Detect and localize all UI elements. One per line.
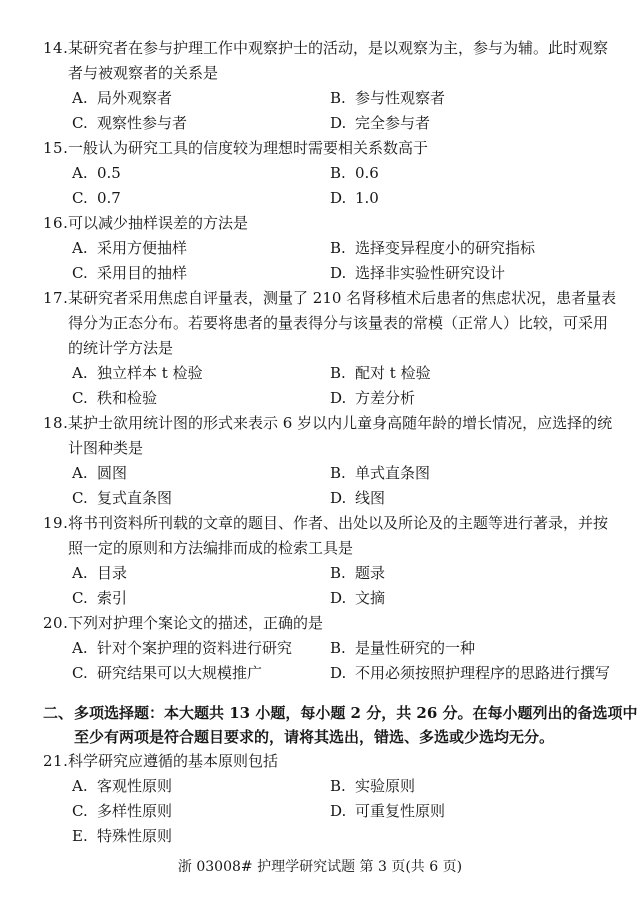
option-row — [72, 561, 606, 586]
option-row — [72, 86, 606, 111]
question-stem — [43, 286, 617, 361]
option-label: C. — [72, 489, 88, 507]
question-number: 21. — [43, 752, 69, 770]
question-number: 17. — [43, 289, 69, 307]
option-label: D. — [330, 802, 347, 820]
question-number: 14. — [43, 39, 69, 57]
option — [72, 774, 330, 799]
option-list — [72, 561, 606, 611]
option-text: 针对个案护理的资料进行研究 — [97, 639, 293, 657]
question-stem-line — [68, 61, 606, 86]
question-stem-line — [43, 511, 609, 536]
option-text: 1.0 — [355, 189, 379, 207]
option-row — [72, 486, 606, 511]
question-stem — [43, 36, 609, 86]
option-text: 完全参与者 — [355, 114, 431, 132]
option-label: A. — [72, 464, 88, 482]
section-two-header-line: 至少有两项是符合题目要求的，请将其选出，错选、多选或少选均无分。 — [74, 727, 555, 746]
question-number: 18. — [43, 414, 69, 432]
question-stem-line — [43, 749, 606, 774]
option-text: 采用方便抽样 — [97, 239, 188, 257]
option-text: 复式直条图 — [97, 489, 173, 507]
option-label: A. — [72, 89, 88, 107]
option-label: A. — [72, 239, 88, 257]
option-text: 秩和检验 — [97, 389, 158, 407]
option-text: 圆图 — [97, 464, 128, 482]
question-stem — [43, 611, 606, 636]
option-text: 线图 — [355, 489, 386, 507]
option-text: 0.7 — [97, 189, 121, 207]
question-stem-text: 下列对护理个案论文的描述，正确的是 — [68, 614, 324, 632]
question-stem — [43, 749, 606, 774]
question-stem-line — [43, 286, 617, 311]
option — [72, 386, 330, 411]
option-label: C. — [72, 114, 88, 132]
option-text: 配对 t 检验 — [355, 364, 431, 382]
question-stem-text: 可以减少抽样误差的方法是 — [68, 214, 249, 232]
option-text: 客观性原则 — [97, 777, 173, 795]
option — [72, 461, 330, 486]
question-stem — [43, 511, 609, 561]
option-row — [72, 386, 606, 411]
section-two-heading-text: 多项选择题：本大题共 13 小题，每小题 2 分，共 26 分。在每小题列出的备选项中 — [74, 704, 638, 722]
option — [72, 361, 330, 386]
option-label: D. — [330, 664, 347, 682]
option-text: 索引 — [97, 589, 128, 607]
option — [330, 461, 606, 486]
option-row — [72, 361, 606, 386]
question — [43, 749, 606, 849]
option-text: 特殊性原则 — [97, 827, 173, 845]
option-row — [72, 161, 606, 186]
option — [330, 774, 606, 799]
option — [330, 636, 606, 661]
option-label: B. — [330, 89, 346, 107]
question-stem-line — [68, 436, 606, 461]
question — [43, 136, 606, 211]
option — [330, 236, 606, 261]
option-text: 研究结果可以大规模推广 — [97, 664, 263, 682]
question-stem — [43, 211, 606, 236]
option — [72, 661, 330, 686]
question-number: 20. — [43, 614, 69, 632]
question — [43, 511, 609, 611]
option-row — [72, 774, 606, 799]
question-stem-text: 计图种类是 — [68, 439, 144, 457]
question-stem-text: 某护士欲用统计图的形式来表示 6 岁以内儿童身高随年龄的增长情况，应选择的统 — [68, 414, 613, 432]
option-text: 选择变异程度小的研究指标 — [355, 239, 536, 257]
option-label: C. — [72, 802, 88, 820]
option-text: 独立样本 t 检验 — [97, 364, 203, 382]
option-list — [72, 461, 606, 511]
option-list — [72, 636, 611, 686]
option-text: 可重复性原则 — [355, 802, 446, 820]
option-text: 不用必须按照护理程序的思路进行撰写 — [355, 664, 611, 682]
question-stem — [43, 136, 606, 161]
question — [43, 411, 613, 511]
question-number: 19. — [43, 514, 69, 532]
question-stem-line — [68, 536, 606, 561]
option-text: 0.5 — [97, 164, 121, 182]
option — [330, 261, 606, 286]
option-label: A. — [72, 639, 88, 657]
section-two-label: 二、 — [43, 704, 74, 722]
option-text: 局外观察者 — [97, 89, 173, 107]
option-label: E. — [72, 827, 88, 845]
option — [330, 486, 606, 511]
option — [330, 186, 606, 211]
option-text: 观察性参与者 — [97, 114, 188, 132]
question-stem — [43, 411, 613, 461]
single-choice-question-list — [43, 36, 617, 686]
option-list — [72, 236, 606, 286]
option-row — [72, 636, 606, 661]
question-stem-text: 某研究者在参与护理工作中观察护士的活动，是以观察为主，参与为辅。此时观察 — [68, 39, 609, 57]
option-label: D. — [330, 114, 347, 132]
question-stem-text: 的统计学方法是 — [68, 339, 174, 357]
option — [330, 111, 606, 136]
option — [72, 111, 330, 136]
question-stem-text: 一般认为研究工具的信度较为理想时需要相关系数高于 — [68, 139, 429, 157]
option — [72, 236, 330, 261]
option-row — [72, 186, 606, 211]
option-label: B. — [330, 164, 346, 182]
question — [43, 286, 617, 411]
question-number: 16. — [43, 214, 69, 232]
option-text: 采用目的抽样 — [97, 264, 188, 282]
option-label: B. — [330, 639, 346, 657]
option — [330, 386, 606, 411]
option — [330, 799, 606, 824]
option — [72, 486, 330, 511]
option-list — [72, 774, 606, 849]
option — [72, 586, 330, 611]
option-row — [72, 261, 606, 286]
option-text: 单式直条图 — [355, 464, 431, 482]
option-label: B. — [330, 564, 346, 582]
option-list — [72, 161, 606, 211]
option-label: C. — [72, 664, 88, 682]
option-list — [72, 361, 606, 411]
option-text: 实验原则 — [355, 777, 416, 795]
option — [330, 561, 606, 586]
question-stem-text: 将书刊资料所刊载的文章的题目、作者、出处以及所论及的主题等进行著录，并按 — [68, 514, 609, 532]
option-row — [72, 461, 606, 486]
question-stem-line — [43, 211, 606, 236]
option-text: 文摘 — [355, 589, 386, 607]
question-stem-text: 照一定的原则和方法编排而成的检索工具是 — [68, 539, 354, 557]
option-label: C. — [72, 189, 88, 207]
question-stem-text: 者与被观察者的关系是 — [68, 64, 219, 82]
option-text: 目录 — [97, 564, 128, 582]
section-two-header-line — [43, 702, 638, 726]
question — [43, 211, 606, 286]
option — [330, 161, 606, 186]
option-row — [72, 824, 606, 849]
option-label: C. — [72, 389, 88, 407]
question-stem-line — [43, 611, 606, 636]
question-stem-line — [43, 136, 606, 161]
option-label: C. — [72, 264, 88, 282]
option-label: D. — [330, 264, 347, 282]
option-label: A. — [72, 777, 88, 795]
option-text: 题录 — [355, 564, 386, 582]
question — [43, 36, 609, 136]
section-two-header — [43, 702, 638, 749]
option — [330, 86, 606, 111]
option-label: B. — [330, 239, 346, 257]
option-label: D. — [330, 189, 347, 207]
option — [72, 186, 330, 211]
question-stem-text: 科学研究应遵循的基本原则包括 — [68, 752, 279, 770]
option-text: 选择非实验性研究设计 — [355, 264, 506, 282]
option — [72, 824, 330, 849]
question-stem-line — [68, 336, 606, 361]
option — [72, 799, 330, 824]
option — [72, 561, 330, 586]
multi-choice-question-list — [43, 749, 606, 849]
option-label: D. — [330, 489, 347, 507]
option-text: 多样性原则 — [97, 802, 173, 820]
option-row — [72, 111, 606, 136]
option-row — [72, 586, 606, 611]
option — [330, 661, 610, 686]
option-row — [72, 661, 611, 686]
option — [72, 86, 330, 111]
option-label: D. — [330, 589, 347, 607]
option-label: B. — [330, 464, 346, 482]
option — [72, 636, 330, 661]
question-number: 15. — [43, 139, 69, 157]
option-text: 是量性研究的一种 — [355, 639, 476, 657]
question-stem-text: 得分为正态分布。若要将患者的量表得分与该量表的常模（正常人）比较，可采用 — [68, 314, 609, 332]
option — [72, 161, 330, 186]
option-label: B. — [330, 364, 346, 382]
option-label: B. — [330, 777, 346, 795]
option-list — [72, 86, 606, 136]
question-stem-line — [68, 311, 609, 336]
option-label: C. — [72, 589, 88, 607]
question-stem-line — [43, 36, 609, 61]
option — [72, 261, 330, 286]
option-label: A. — [72, 564, 88, 582]
question-stem-text: 某研究者采用焦虑自评量表，测量了 210 名肾移植术后患者的焦虑状况，患者量表 — [68, 289, 617, 307]
option-text: 0.6 — [355, 164, 379, 182]
option — [330, 361, 606, 386]
option-row — [72, 236, 606, 261]
option-row — [72, 799, 606, 824]
question-stem-line — [43, 411, 613, 436]
option-label: D. — [330, 389, 347, 407]
option — [330, 586, 606, 611]
page-footer: 浙 03008# 护理学研究试题 第 3 页(共 6 页) — [177, 859, 463, 875]
option-label: A. — [72, 364, 88, 382]
option-text: 方差分析 — [355, 389, 416, 407]
option-text: 参与性观察者 — [355, 89, 446, 107]
option-label: A. — [72, 164, 88, 182]
question — [43, 611, 611, 686]
